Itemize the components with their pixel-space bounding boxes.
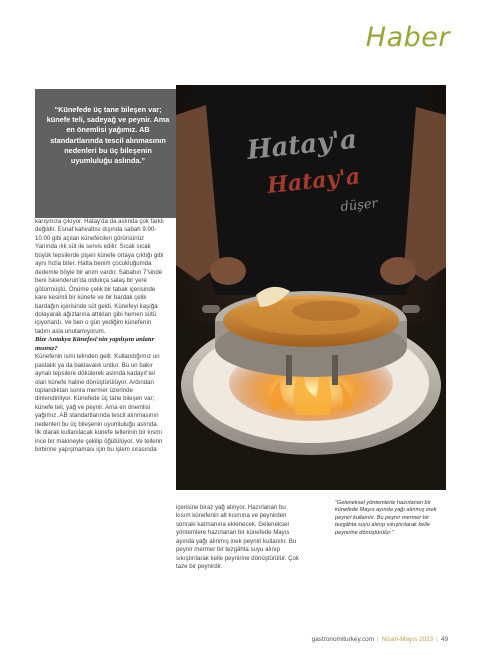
section-title: Haber [365,22,450,53]
page-footer: gastronomiturkey.com | Nisan-Mayıs 2023 | 49 [311,636,448,643]
interview-question: Bize Antakya Künefesi'nin yapılışını anlatır mısınız? [35,336,155,352]
footer-issue: Nisan-Mayıs 2023 [381,636,434,643]
shirt-print-text-red: Hatay'a [265,163,362,199]
footer-site: gastronomiturkey.com [311,636,375,643]
shirt-print-subtext: düşer [339,196,379,215]
kunefe-photo [176,85,446,490]
side-quote: “Geleneksel yöntemlerle hazırlanan bir künefede Mayıs ayında yağı alınmış inek peyniri kullanılır. Bu peynir mermer bir tezgâhta suyu alınıp sıkıştırılarak kelle peynirine dönüştürülür.” [335,500,437,536]
body-paragraph: Künefenin ismi telinden gelir. Kullandığımız un pastalık ya da baklavalık undur. Bu un bakır aynalı tepsilere dökülerek aslında kadayıf tel olan künefe haline dönüştürülüyor. Ardından toplandıktan sonra mermer üzerinde dinlendiriliyor. Künefede üç tane bileşen var; künefe teli, yağ ve peynir. Ama en önemlisi yağımız. AB standartlarında tescil alınmasının nedenleri bu üç bileşenin uyumluluğu aslında. İlk olarak kullanılacak künefe tellerinin bir kısmı ince bir makineyle çekilip öğütülüyor. Ve tellerin birbirine yapışmaması için bu işlem sırasında [35,353,163,454]
pull-quote-box [35,89,181,218]
body-column-2 [176,504,301,572]
pull-quote-text: “Künefede üç tane bileşen var; künefe teli, sadeyağ ve peynir. Ama en önemlisi yağımız. AB standartlarında tescil alınmasının nedenleri bu üç bileşenin uyumluluğu aslında.” [46,105,170,166]
body-paragraph: karışmıza çıkıyor. Hatay'da da aslında çok farklı değildir. Esnaf kahvaltısı dışında sabah 9.00-10.00 gibi açılan künefecileri görürsünüz Yanında ılık süt ile servis edilir. Sıcak sıcak büyük tepsilerde pişen künefe ortaya çıktığı gibi aynı hızla biter. Hatta benim çocukluğumda dedemle böyle bir anım vardır. Sabahın 7'sinde beni İskenderun'da oldukça salaş bir yere götürmüştü. Önüme çelik bir tabak içerisinde kare kesimli bir künefe ve bir bardak çelik bardağın içerisinde süt geldi. Künefeyi kaşığa dolayarak ağızlarına attıkları gibi hemen sütü içiyorlardı. Ve ben o gün yediğim künefenin tadını asla unutamıyorum. [35,218,164,335]
page-number: 49 [440,636,448,643]
body-column-1 [35,218,165,455]
body-paragraph: içerisine biraz yağ atılıyor. Hazırlanan bu kısım künefenin alt kısmına ve peynirden sonraki katmanına eklenecek. Geleneksel yöntemlere hazırlanan bir künefede Mayıs ayında yağı alınmış inek peyniri kullanılır. Bu peynir mermer bir tezgâhta suyu alınıp sıkıştırılarak kelle peynirine dönüştürülür. Çok taze bir peynirdir. [176,504,299,571]
shirt-print-text: Hatay'a [245,124,359,166]
